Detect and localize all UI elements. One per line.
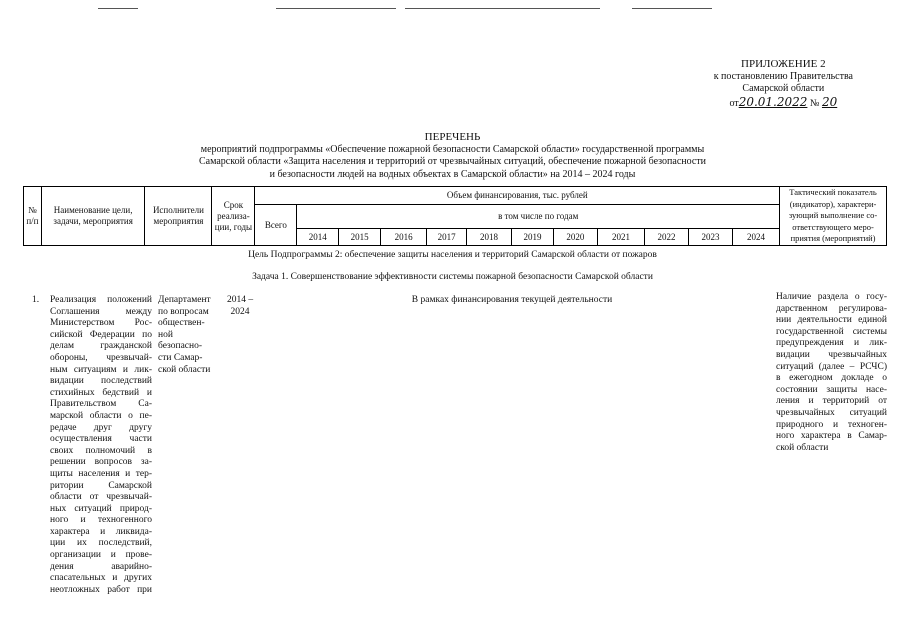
- row-name-line: характера и ликвида-: [50, 526, 152, 537]
- row-name-line: делам гражданской: [50, 341, 152, 352]
- top-rule: [276, 8, 396, 9]
- row-indicator-line: Наличие раздела о госу-: [776, 292, 887, 302]
- date-prefix: от: [729, 97, 739, 109]
- row-indicator-line: предупреждения и лик-: [776, 338, 887, 349]
- row-name-line: Правительством Са-: [50, 399, 152, 410]
- header-year: 2020: [553, 229, 597, 246]
- top-rule: [98, 8, 138, 9]
- row-indicator-line: государственной системы: [776, 326, 887, 337]
- heading-line: Самарской области «Защита населения и территорий от чрезвычайных ситуаций, обеспечение пожарной безопасности: [198, 156, 707, 167]
- handwritten-date: 20.01.2022: [738, 94, 808, 109]
- row-indicator-line: в ежегодном докладе о: [776, 373, 887, 384]
- heading-line: мероприятий подпрограммы «Обеспечение пожарной безопасности Самарской области» государственной программы: [200, 143, 705, 155]
- appendix-date-line: [714, 96, 853, 111]
- row-indicator-line: нии деятельности единой: [776, 315, 887, 326]
- row-name-line: видации последствий: [50, 376, 152, 387]
- row-name-line: ного и техногенного: [50, 515, 152, 526]
- appendix-block: [714, 58, 853, 110]
- row-name-line: области от чрезвычай-: [50, 492, 152, 503]
- row-name-line: организации и прове-: [50, 550, 152, 561]
- document-heading: [0, 131, 905, 181]
- row-name-line: сийской Федерации по: [50, 329, 152, 340]
- top-rule: [632, 8, 712, 9]
- row-name-cell: [50, 295, 152, 596]
- task-line: Задача 1. Совершенствование эффективности системы пожарной безопасности Самарской области: [252, 272, 653, 282]
- row-name-line: решении вопросов за-: [50, 457, 152, 468]
- header-name: Наименование цели, задачи, мероприятия: [41, 187, 145, 246]
- row-indicator-cell: [776, 292, 887, 454]
- row-name-line: ции их последствий,: [50, 538, 152, 549]
- header-year: 2017: [427, 229, 467, 246]
- header-year: 2015: [339, 229, 381, 246]
- row-executor-line: ной: [158, 329, 173, 340]
- row-indicator-line: чрезвычайных ситуаций: [776, 407, 887, 418]
- row-executor-line: ской области: [158, 364, 211, 375]
- row-executor-line: по вопросам: [158, 306, 209, 317]
- header-executors: Исполнители мероприятия: [145, 187, 212, 246]
- header-num: № п/п: [24, 187, 42, 246]
- header-total: Всего: [255, 205, 297, 246]
- header-year: 2023: [688, 229, 732, 246]
- handwritten-number: 20: [821, 94, 838, 109]
- top-rule: [405, 8, 600, 9]
- row-name-line: ным ситуациям и лик-: [50, 364, 152, 375]
- row-executor-line: Департамент: [158, 295, 211, 305]
- header-year: 2024: [732, 229, 779, 246]
- row-name-line: своих полномочий в: [50, 445, 152, 456]
- header-indicator: Тактический показатель (индикатор), характери-зующий выполнение со-ответствующего меро-приятия (мероприятий): [780, 187, 887, 246]
- row-name-line: осуществления части: [50, 434, 152, 445]
- table-header: [23, 186, 887, 246]
- row-name-line: щиты населения и тер-: [50, 468, 152, 479]
- appendix-line: к постановлению Правительства: [713, 70, 853, 82]
- row-name-line: дения аварийно-: [50, 561, 152, 572]
- row-indicator-line: ситуаций (далее – РСЧС): [776, 361, 887, 372]
- row-term-line: 2014 –: [226, 295, 254, 305]
- row-indicator-line: видации чрезвычайных: [776, 349, 887, 360]
- row-term-cell: [222, 295, 258, 318]
- row-indicator-line: состоянии защиты насе-: [776, 384, 887, 395]
- header-funding: Объем финансирования, тыс. рублей: [255, 187, 780, 205]
- number-prefix: №: [809, 97, 820, 109]
- row-name-line: спасательных и других: [50, 573, 152, 584]
- row-indicator-line: ской области: [776, 442, 829, 453]
- row-number: 1.: [32, 295, 40, 305]
- header-year: 2014: [297, 229, 339, 246]
- header-year: 2021: [597, 229, 644, 246]
- header-year: 2022: [645, 229, 689, 246]
- header-term: Срок реализа-ции, годы: [212, 187, 255, 246]
- row-name-line: обороны, чрезвычай-: [50, 352, 152, 363]
- row-name-line: Министерством Рос-: [50, 318, 152, 329]
- row-indicator-line: ления и территорий от: [776, 396, 887, 407]
- row-name-line: ритории Самарской: [50, 480, 152, 491]
- row-name-line: Соглашения между: [50, 306, 152, 317]
- heading-line: и безопасности людей на водных объектах в Самарской области» на 2014 – 2024 годы: [269, 168, 636, 180]
- row-name-line: Реализация положений: [50, 295, 152, 305]
- row-term-line: 2024: [230, 306, 250, 317]
- heading-title: ПЕРЕЧЕНЬ: [424, 131, 481, 143]
- row-executor-line: безопасно-: [158, 341, 203, 352]
- row-indicator-line: природного и техноген-: [776, 419, 887, 430]
- row-funding-note: В рамках финансирования текущей деятельности: [411, 295, 613, 305]
- row-name-line: ных ситуаций природ-: [50, 503, 152, 514]
- header-year: 2018: [466, 229, 511, 246]
- row-name-line: стихийных бедствий и: [50, 387, 152, 398]
- row-executor-cell: [158, 295, 220, 376]
- row-name-line: неотложных работ при: [50, 584, 152, 595]
- row-executor-line: сти Самар-: [158, 352, 203, 363]
- row-indicator-line: дарственном регулирова-: [776, 303, 887, 314]
- header-year: 2019: [512, 229, 554, 246]
- goal-line: Цель Подпрограммы 2: обеспечение защиты населения и территорий Самарской области от пожаров: [248, 250, 657, 260]
- header-year: 2016: [381, 229, 427, 246]
- header-by-years: в том числе по годам: [297, 205, 780, 229]
- appendix-line: Самарской области: [742, 83, 825, 94]
- row-name-line: марской области о пе-: [50, 410, 152, 421]
- appendix-title: ПРИЛОЖЕНИЕ 2: [741, 58, 826, 70]
- row-executor-line: обществен-: [158, 318, 205, 329]
- row-name-line: редаче друг другу: [50, 422, 152, 433]
- row-indicator-line: ного характера в Самар-: [776, 431, 887, 442]
